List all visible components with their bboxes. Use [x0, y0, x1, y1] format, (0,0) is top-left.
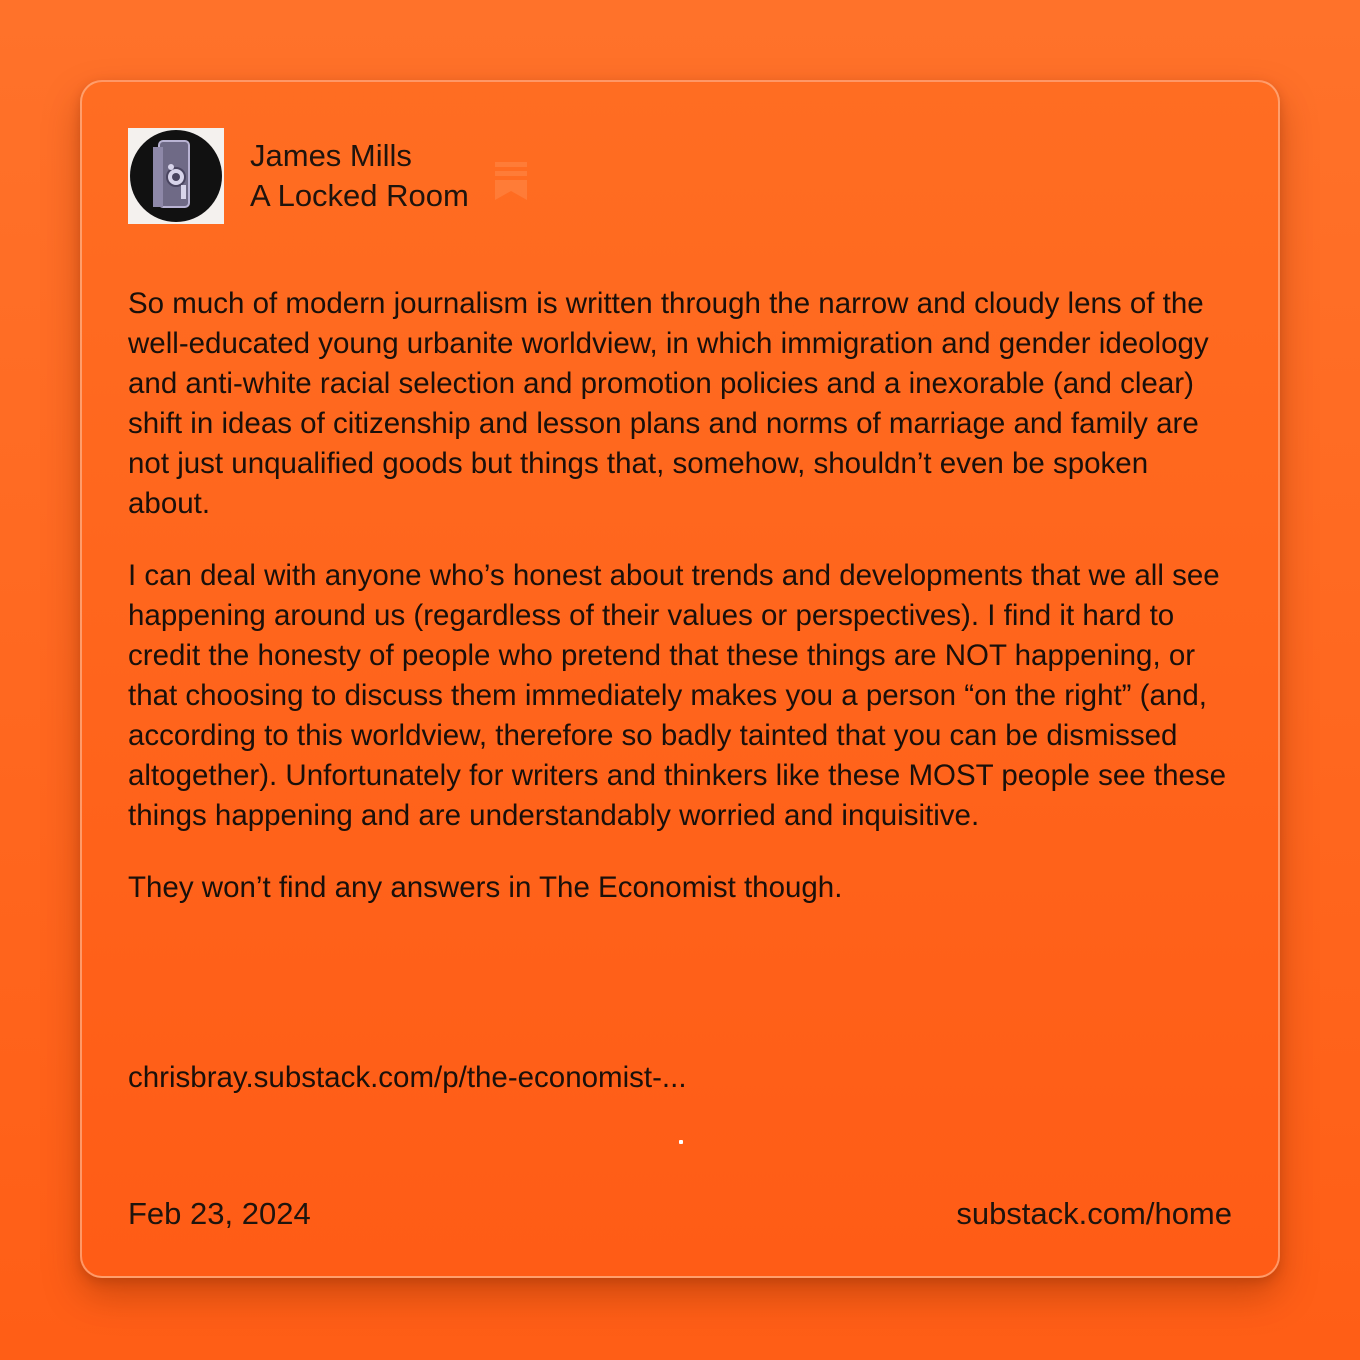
- note-header: [128, 128, 529, 224]
- publication-name[interactable]: A Locked Room: [250, 178, 469, 213]
- locked-door-avatar-icon: [129, 129, 223, 223]
- author-info: [250, 136, 469, 216]
- note-paragraph: They won’t find any answers in The Economist though.: [128, 871, 843, 904]
- note-paragraph: I can deal with anyone who’s honest about trends and developments that we all see happening around us (regardless of their values or perspectives). I find it hard to credit the honesty of people who pretend that these things are NOT happening, or that choosing to discuss them immediately makes you a person “on the right” (and, according to this worldview, therefore so badly tainted that you can be dismissed altogether). Unfortunately for writers and thinkers like these MOST people see these things happening and are understandably worried and inquisitive.: [128, 559, 1227, 832]
- site-url[interactable]: substack.com/home: [956, 1196, 1232, 1231]
- author-avatar[interactable]: [128, 128, 224, 224]
- note-paragraph: So much of modern journalism is written through the narrow and cloudy lens of the well-educated young urbanite worldview, in which immigration and gender ideology and anti-white racial selection and promotion policies and a inexorable (and clear) shift in ideas of citizenship and lesson plans and norms of marriage and family are not just unqualified goods but things that, somehow, shouldn’t even be spoken about.: [128, 287, 1209, 520]
- author-name[interactable]: James Mills: [250, 138, 412, 173]
- article-link[interactable]: chrisbray.substack.com/p/the-economist-...: [128, 1061, 687, 1094]
- substack-logo-icon: [493, 160, 529, 202]
- post-date: Feb 23, 2024: [128, 1196, 311, 1231]
- note-body: [128, 284, 1238, 940]
- note-card: [80, 80, 1280, 1278]
- indicator-dot: [679, 1140, 683, 1144]
